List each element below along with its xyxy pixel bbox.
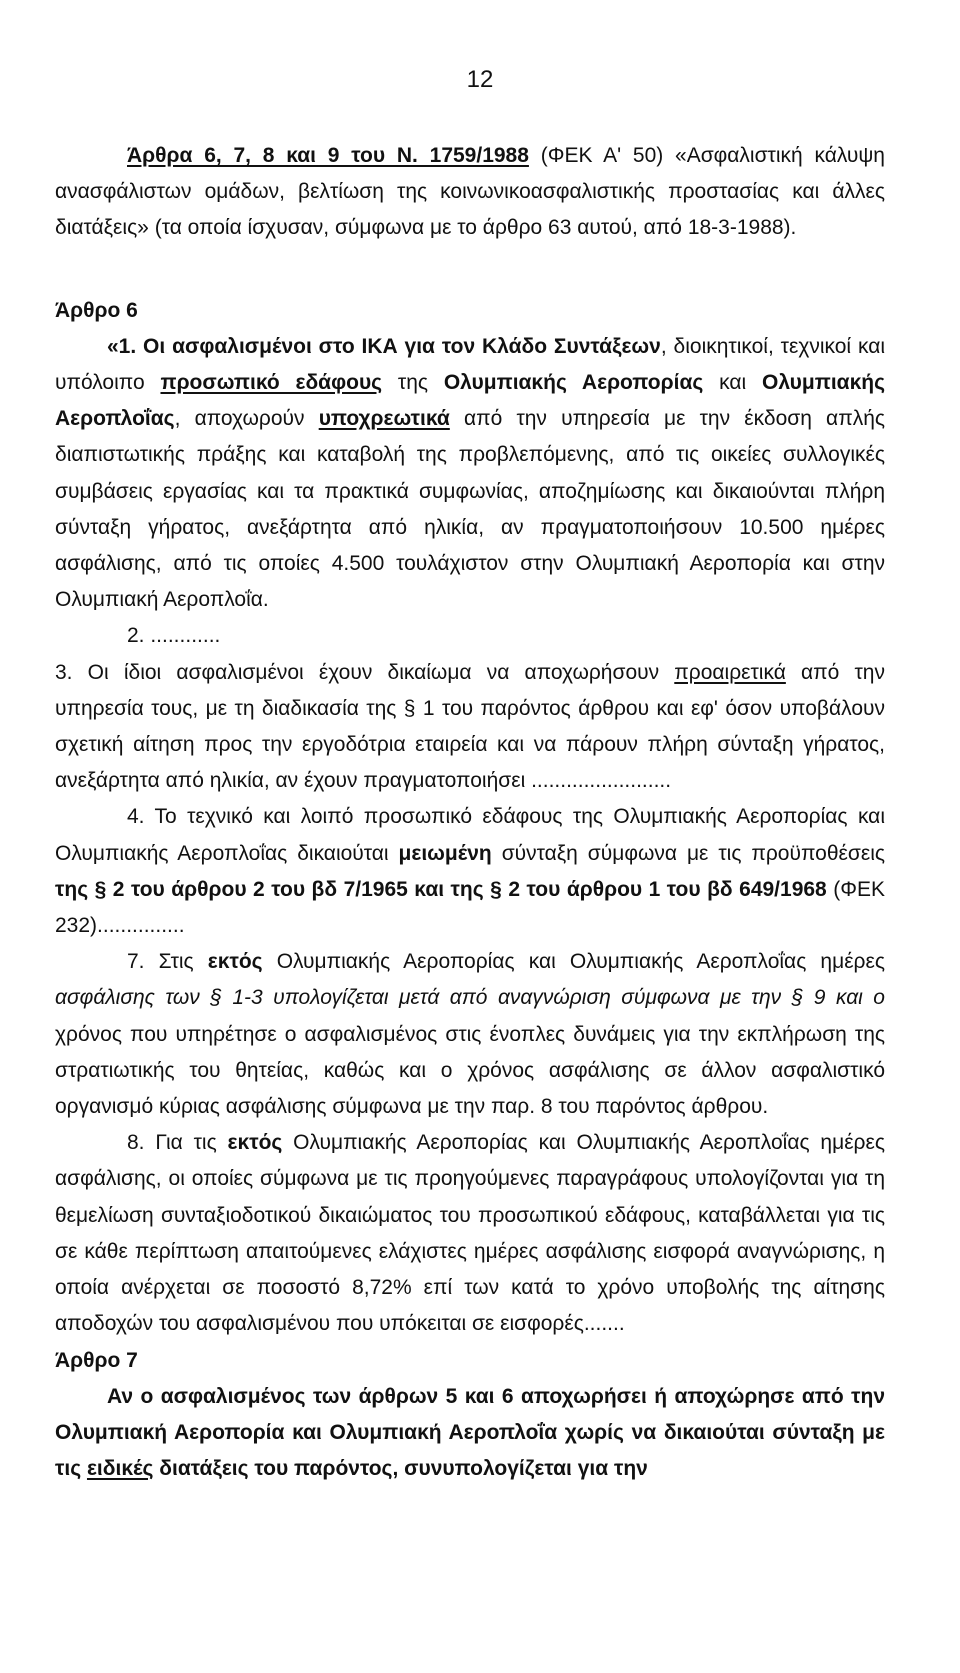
article-7-heading: Άρθρο 7 — [55, 1348, 138, 1372]
article-6-paragraph-2: 2. ............ — [127, 624, 221, 648]
article-6-paragraph-1: «1. Οι ασφαλισμένοι στο ΙΚΑ για τον Κλάδο Συντάξεων, διοικητικοί, τεχνικοί και υπόλοιπο προσωπικό εδάφους της Ολυμπιακής Αεροπορίας και Ολυμπιακής Αεροπλοΐας, αποχωρούν υποχρεωτικά από την υπηρεσία με την έκδοση απλής διαπιστωτικής πράξης και καταβολή της προβλεπόμενης, από τις οικείες συλλογικές συμβάσεις εργασίας και τα πρακτικά συμφωνίας, αποζημίωσης και δικαιούνται πλήρη σύνταξη γήρατος, ανεξάρτητα από ηλικία, αν πραγματοποιήσουν 10.500 ημέρες ασφάλισης, από τις οποίες 4.500 τουλάχιστον στην Ολυμπιακή Αεροπορία και στην Ολυμπιακή Αεροπλοΐα. — [55, 334, 886, 612]
intro-text: (ΦΕΚ Α' 50) «Ασφαλιστική κάλυψη ανασφάλιστων ομάδων, βελτίωση της κοινωνικοασφαλιστικής προστασίας και άλλες διατάξεις» (τα οποία ίσχυσαν, σύμφωνα με το άρθρο 63 αυτού, από 18-3-1988). — [55, 144, 885, 240]
article-6-heading: Άρθρο 6 — [55, 298, 138, 322]
article-6-paragraph-7: 7. Στις εκτός Ολυμπιακής Αεροπορίας και Ολυμπιακής Αεροπλοΐας ημέρες ασφάλισης των § 1-3 υπολογίζεται μετά από αναγνώριση σύμφωνα με την § 9 και ο χρόνος που υπηρέτησε ο ασφαλισμένος στις ένοπλες δυνάμεις για την εκπλήρωση της στρατιωτικής του θητείας, καθώς και ο χρόνος ασφάλισης σε άλλον ασφαλιστικό οργανισμό κύριας ασφάλισης σύμφωνα με την παρ. 8 του παρόντος άρθρου. — [55, 950, 885, 1119]
article-6-paragraph-8: 8. Για τις εκτός Ολυμπιακής Αεροπορίας και Ολυμπιακής Αεροπλοΐας ημέρες ασφάλισης, οι οποίες σύμφωνα με τις προηγούμενες παραγράφους υπολογίζονται για τη θεμελίωση συνταξιοδοτικού δικαιώματος του προσωπικού εδάφους, καταβάλλεται για τις σε κάθε περίπτωση απαιτούμενες ελάχιστες ημέρες ασφάλισης εισφορά αναγνώρισης, η οποία ανέρχεται σε ποσοστό 8,72% επί των κατά το χρόνο υποβολής της αίτησης αποδοχών του ασφαλισμένου που υπόκειται σε εισφορές....... — [55, 1131, 885, 1336]
page-number: 12 — [466, 66, 494, 93]
law-reference: Άρθρα 6, 7, 8 και 9 του Ν. 1759/1988 — [127, 144, 529, 167]
document-body — [55, 138, 885, 1487]
intro-paragraph — [55, 138, 885, 247]
article-6-paragraph-3: 3. Οι ίδιοι ασφαλισμένοι έχουν δικαίωμα να αποχωρήσουν προαιρετικά από την υπηρεσία τους, με τη διαδικασία της § 1 του παρόντος άρθρου και εφ' όσον υποβάλουν σχετική αίτηση προς την εργοδότρια εταιρεία και να πάρουν πλήρη σύνταξη γήρατος, ανεξάρτητα από ηλικία, αν έχουν πραγματοποιήσει ........................ — [55, 660, 885, 793]
article-6-paragraph-4: 4. Το τεχνικό και λοιπό προσωπικό εδάφους της Ολυμπιακής Αεροπορίας και Ολυμπιακής Αεροπλοΐας δικαιούται μειωμένη σύνταξη σύμφωνα με τις προϋποθέσεις της § 2 του άρθρου 2 του βδ 7/1965 και της § 2 του άρθρου 1 του βδ 649/1968 (ΦΕΚ 232)............... — [55, 805, 885, 938]
article-7-paragraph-1: Αν ο ασφαλισμένος των άρθρων 5 και 6 αποχωρήσει ή αποχώρησε από την Ολυμπιακή Αεροπορία και Ολυμπιακή Αεροπλοΐα χωρίς να δικαιούται σύνταξη με τις ειδικές διατάξεις του παρόντος, συνυπολογίζεται για την — [55, 1384, 885, 1481]
